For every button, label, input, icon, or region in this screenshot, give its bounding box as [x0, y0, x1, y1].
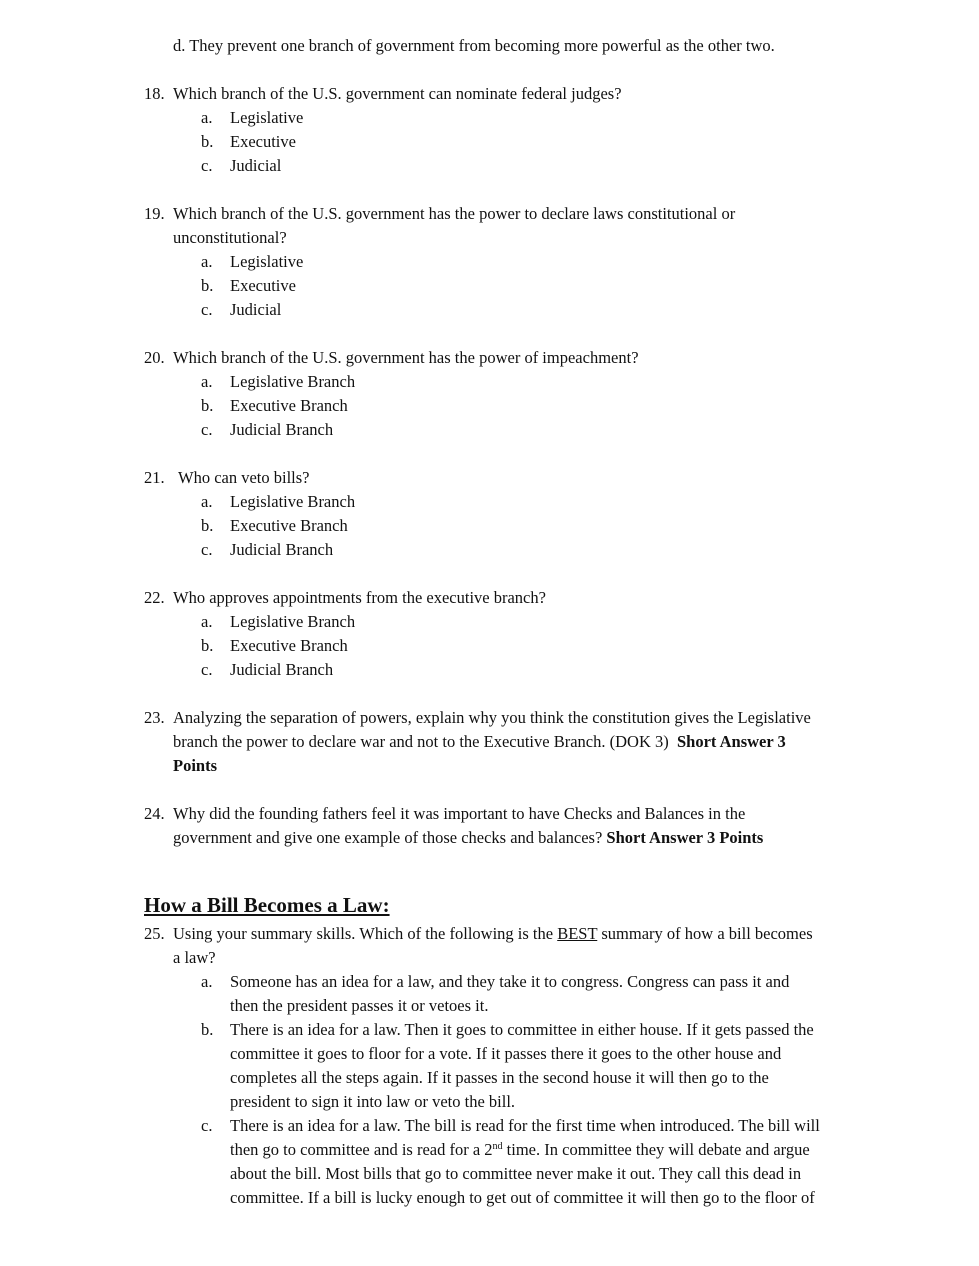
q18-option-b-letter: b. [201, 132, 214, 151]
q25-option-c-line2-before: then go to committee and is read for a 2 [230, 1140, 493, 1159]
q19-question-line2: unconstitutional? [173, 228, 287, 247]
q24-number: 24. [144, 804, 165, 823]
q20-question: Which branch of the U.S. government has the power of impeachment? [173, 348, 639, 367]
q25-option-b-line2[interactable]: committee it goes to floor for a vote. If it passes there it goes to the other house and [230, 1044, 782, 1063]
q25-option-b-line3[interactable]: completes all the steps again. If it passes in the second house it will then go to the [230, 1068, 769, 1087]
q20-option-b-letter: b. [201, 396, 214, 415]
q23-points-label-cont: Points [173, 756, 218, 775]
q21-question: Who can veto bills? [178, 468, 310, 487]
q21-option-a-letter: a. [201, 492, 213, 511]
q24-points-label: Short Answer 3 Points [606, 828, 764, 847]
q25-option-b-letter: b. [201, 1020, 214, 1039]
q22-option-c[interactable]: Judicial Branch [230, 660, 334, 679]
q25-option-a-letter: a. [201, 972, 213, 991]
q22-option-b[interactable]: Executive Branch [230, 636, 348, 655]
q25-option-b-line1[interactable]: There is an idea for a law. Then it goes to committee in either house. If it gets passed the [230, 1020, 814, 1039]
q18-option-c-letter: c. [201, 156, 213, 175]
q25-option-a-line2[interactable]: then the president passes it or vetoes it. [230, 996, 489, 1015]
q23-number: 23. [144, 708, 165, 727]
q17-option-d: d. They prevent one branch of government from becoming more powerful as the other two. [173, 36, 775, 55]
q25-ordinal-superscript: nd [492, 1141, 503, 1152]
q21-option-c-letter: c. [201, 540, 213, 559]
q23-line3 [173, 754, 217, 778]
q23-line2-text: branch the power to declare war and not to the Executive Branch. (DOK 3) [173, 732, 669, 751]
q25-line1-before: Using your summary skills. Which of the following is the [173, 924, 554, 943]
q22-option-b-letter: b. [201, 636, 214, 655]
q19-option-b[interactable]: Executive [230, 276, 296, 295]
q22-number: 22. [144, 588, 165, 607]
q19-number: 19. [144, 204, 165, 223]
q18-question: Which branch of the U.S. government can nominate federal judges? [173, 84, 622, 103]
q25-line1-after: summary of how a bill becomes [601, 924, 813, 943]
q24-line2 [173, 826, 763, 850]
q20-option-a[interactable]: Legislative Branch [230, 372, 356, 391]
q18-number: 18. [144, 84, 165, 103]
q21-option-c[interactable]: Judicial Branch [230, 540, 334, 559]
q22-option-a[interactable]: Legislative Branch [230, 612, 356, 631]
q21-number: 21. [144, 468, 165, 487]
q18-option-b[interactable]: Executive [230, 132, 296, 151]
q19-option-a[interactable]: Legislative [230, 252, 304, 271]
q21-option-b-letter: b. [201, 516, 214, 535]
q23-line2 [173, 730, 786, 754]
q25-option-c-line2[interactable] [230, 1138, 810, 1162]
q18-option-a[interactable]: Legislative [230, 108, 304, 127]
q25-number: 25. [144, 924, 165, 943]
q20-number: 20. [144, 348, 165, 367]
q19-option-a-letter: a. [201, 252, 213, 271]
q20-option-c-letter: c. [201, 420, 213, 439]
q21-option-b[interactable]: Executive Branch [230, 516, 348, 535]
q23-points-label: Short Answer 3 [676, 732, 786, 751]
q25-emphasis-best: BEST [557, 924, 598, 943]
q24-line1: Why did the founding fathers feel it was important to have Checks and Balances in the [173, 804, 746, 823]
q19-option-c-letter: c. [201, 300, 213, 319]
q22-question: Who approves appointments from the executive branch? [173, 588, 546, 607]
q21-option-a[interactable]: Legislative Branch [230, 492, 356, 511]
q25-option-c-line1[interactable]: There is an idea for a law. The bill is read for the first time when introduced. The bill will [230, 1116, 820, 1135]
q23-line1: Analyzing the separation of powers, explain why you think the constitution gives the Legislative [173, 708, 811, 727]
q18-option-a-letter: a. [201, 108, 213, 127]
q25-option-c-line4[interactable]: committee. If a bill is lucky enough to get out of committee it will then go to the floor of [230, 1188, 815, 1207]
q25-option-c-letter: c. [201, 1116, 213, 1135]
q25-option-b-line4[interactable]: president to sign it into law or veto the bill. [230, 1092, 516, 1111]
q20-option-c[interactable]: Judicial Branch [230, 420, 334, 439]
section-heading: How a Bill Becomes a Law: [144, 893, 390, 917]
q25-option-a-line1[interactable]: Someone has an idea for a law, and they take it to congress. Congress can pass it and [230, 972, 790, 991]
q24-line2-text: government and give one example of those checks and balances? [173, 828, 603, 847]
q25-line1 [173, 922, 813, 946]
q18-option-c[interactable]: Judicial [230, 156, 282, 175]
q25-option-c-line2-after: time. In committee they will debate and argue [502, 1140, 810, 1159]
q20-option-a-letter: a. [201, 372, 213, 391]
q20-option-b[interactable]: Executive Branch [230, 396, 348, 415]
q19-question-line1: Which branch of the U.S. government has the power to declare laws constitutional or [173, 204, 736, 223]
q19-option-b-letter: b. [201, 276, 214, 295]
q22-option-a-letter: a. [201, 612, 213, 631]
q25-option-c-line3[interactable]: about the bill. Most bills that go to committee never make it out. They call this dead in [230, 1164, 802, 1183]
q25-line2: a law? [173, 948, 216, 967]
q19-option-c[interactable]: Judicial [230, 300, 282, 319]
q22-option-c-letter: c. [201, 660, 213, 679]
